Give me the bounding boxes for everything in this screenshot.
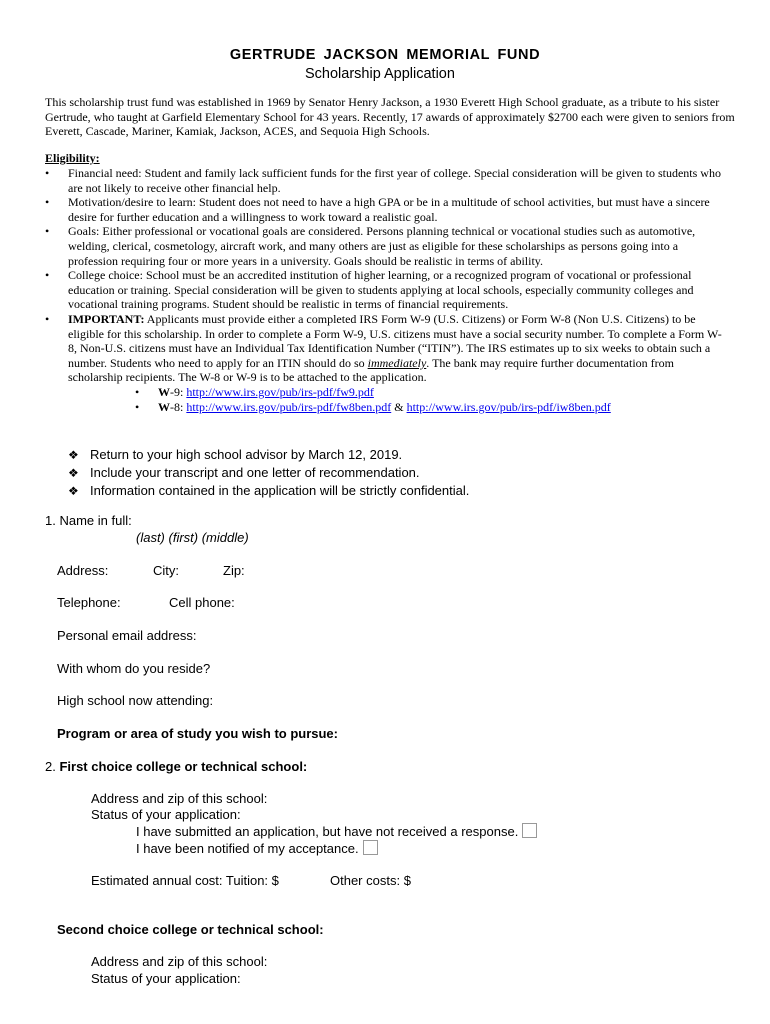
school-address-label-2: Address and zip of this school: bbox=[91, 954, 268, 969]
submitted-checkbox[interactable] bbox=[522, 823, 537, 838]
city-label: City: bbox=[153, 563, 179, 578]
diamond-bullet-icon: ❖ bbox=[68, 448, 79, 462]
name-label: 1. Name in full: bbox=[45, 513, 132, 528]
bullet-icon: • bbox=[135, 399, 140, 414]
iw8ben-link[interactable]: http://www.irs.gov/pub/irs-pdf/iw8ben.pdf bbox=[406, 399, 611, 414]
notified-checkbox[interactable] bbox=[363, 840, 378, 855]
list-item: • Financial need: Student and family lack sufficient funds for the first year of college. Special consideration will be given to students who are not likely to receive other financial help. bbox=[45, 166, 721, 195]
other-costs-label: Other costs: $ bbox=[330, 873, 411, 888]
telephone-label: Telephone: bbox=[57, 595, 121, 610]
w8ben-link[interactable]: http://www.irs.gov/pub/irs-pdf/fw8ben.pdf bbox=[186, 399, 392, 414]
w9-link[interactable]: http://www.irs.gov/pub/irs-pdf/fw9.pdf bbox=[186, 384, 374, 399]
application-status-label: Status of your application: bbox=[91, 807, 241, 822]
reside-label: With whom do you reside? bbox=[57, 661, 211, 676]
name-hint: (last) (first) (middle) bbox=[136, 530, 249, 545]
list-item: • College choice: School must be an accredited institution of higher learning, or a recognized program of vocational or professional education or training. Special consideration will be given to students applying at local schools, especially community colleges and vocational training programs. Student should be realistic in terms of financial requirements. bbox=[45, 268, 694, 312]
email-label: Personal email address: bbox=[57, 628, 197, 643]
form-title: GERTRUDE JACKSON MEMORIAL FUND bbox=[229, 47, 541, 63]
bullet-icon: • bbox=[135, 384, 140, 399]
bullet-icon: • bbox=[45, 195, 50, 210]
list-item-important: • IMPORTANT: Applicants must provide either a completed IRS Form W-9 (U.S. Citizens) or Form W-8 (Non U.S. Citizens) to be eligible for this scholarship. In order to complete a Form W-9, U.S. citizens must have a social security number. To complete a Form W-8, Non-U.S. citizens must have an Individual Tax Identification Number (“ITIN”). The IRS estimates up to six weeks to obtain such a number. Students who need to apply for an ITIN should do so immediately. The bank may require further documentation from scholarship recipients. The W-8 or W-9 is to be attached to the application. bbox=[45, 311, 722, 385]
school-address-label: Address and zip of this school: bbox=[91, 791, 268, 806]
program-label: Program or area of study you wish to pursue: bbox=[57, 726, 338, 741]
eligibility-heading: Eligibility: bbox=[45, 151, 100, 165]
submitted-option: I have submitted an application, but have not received a response. bbox=[136, 823, 537, 839]
cell-phone-label: Cell phone: bbox=[169, 595, 235, 610]
first-choice-heading: 2. First choice college or technical school: bbox=[45, 759, 308, 774]
bullet-icon: • bbox=[45, 268, 50, 283]
diamond-bullet-icon: ❖ bbox=[68, 484, 79, 498]
eligibility-list bbox=[45, 166, 725, 414]
bullet-icon: • bbox=[45, 166, 50, 180]
list-item: ❖ Include your transcript and one letter of recommendation. bbox=[68, 465, 420, 480]
important-label: IMPORTANT: bbox=[68, 311, 145, 326]
list-item: ❖ Return to your high school advisor by March 12, 2019. bbox=[68, 447, 403, 462]
address-label: Address: bbox=[57, 563, 109, 578]
w9-link-item: • W-9: http://www.irs.gov/pub/irs-pdf/fw9.pdf bbox=[135, 384, 374, 399]
list-item: ❖ Information contained in the application will be strictly confidential. bbox=[68, 483, 470, 498]
application-status-label-2: Status of your application: bbox=[91, 971, 241, 986]
zip-label: Zip: bbox=[223, 563, 245, 578]
diamond-bullet-icon: ❖ bbox=[68, 466, 79, 480]
notified-option: I have been notified of my acceptance. bbox=[136, 840, 378, 856]
list-item: • Goals: Either professional or vocational goals are considered. Persons planning technical or vocational studies such as automotive, welding, clerical, cosmetology, aircraft work, and many others are just as eligible for these scholarships as persons going into a profession requiring four or more years in a university. Goals should be realistic in terms of ability. bbox=[45, 224, 696, 268]
form-subtitle: Scholarship Application bbox=[305, 66, 455, 82]
high-school-label: High school now attending: bbox=[57, 693, 214, 708]
notes-list bbox=[68, 446, 469, 500]
w8-link-item: • W-8: http://www.irs.gov/pub/irs-pdf/fw8ben.pdf & http://www.irs.gov/pub/irs-pdf/iw8ben.pdf bbox=[135, 399, 611, 414]
tuition-label: Estimated annual cost: Tuition: $ bbox=[91, 873, 279, 888]
list-item: • Motivation/desire to learn: Student does not need to have a high GPA or be in a multitude of school activities, but must have a sincere desire for further education and a willingness to work toward a realistic goal. bbox=[45, 195, 710, 224]
intro-paragraph: This scholarship trust fund was established in 1969 by Senator Henry Jackson, a 1930 Everett High School graduate, as a tribute to his sister Gertrude, who taught at Garfield Elementary School for 43 years. Recently, 17 awards of approximately $2700 each were given to seniors from Everett, Cascade, Mariner, Kamiak, Jackson, ACES, and Sequoia High Schools. bbox=[45, 95, 735, 138]
bullet-icon: • bbox=[45, 224, 50, 239]
bullet-icon: • bbox=[45, 311, 50, 326]
second-choice-heading: Second choice college or technical school: bbox=[57, 922, 324, 937]
immediately-text: immediately bbox=[367, 355, 427, 370]
